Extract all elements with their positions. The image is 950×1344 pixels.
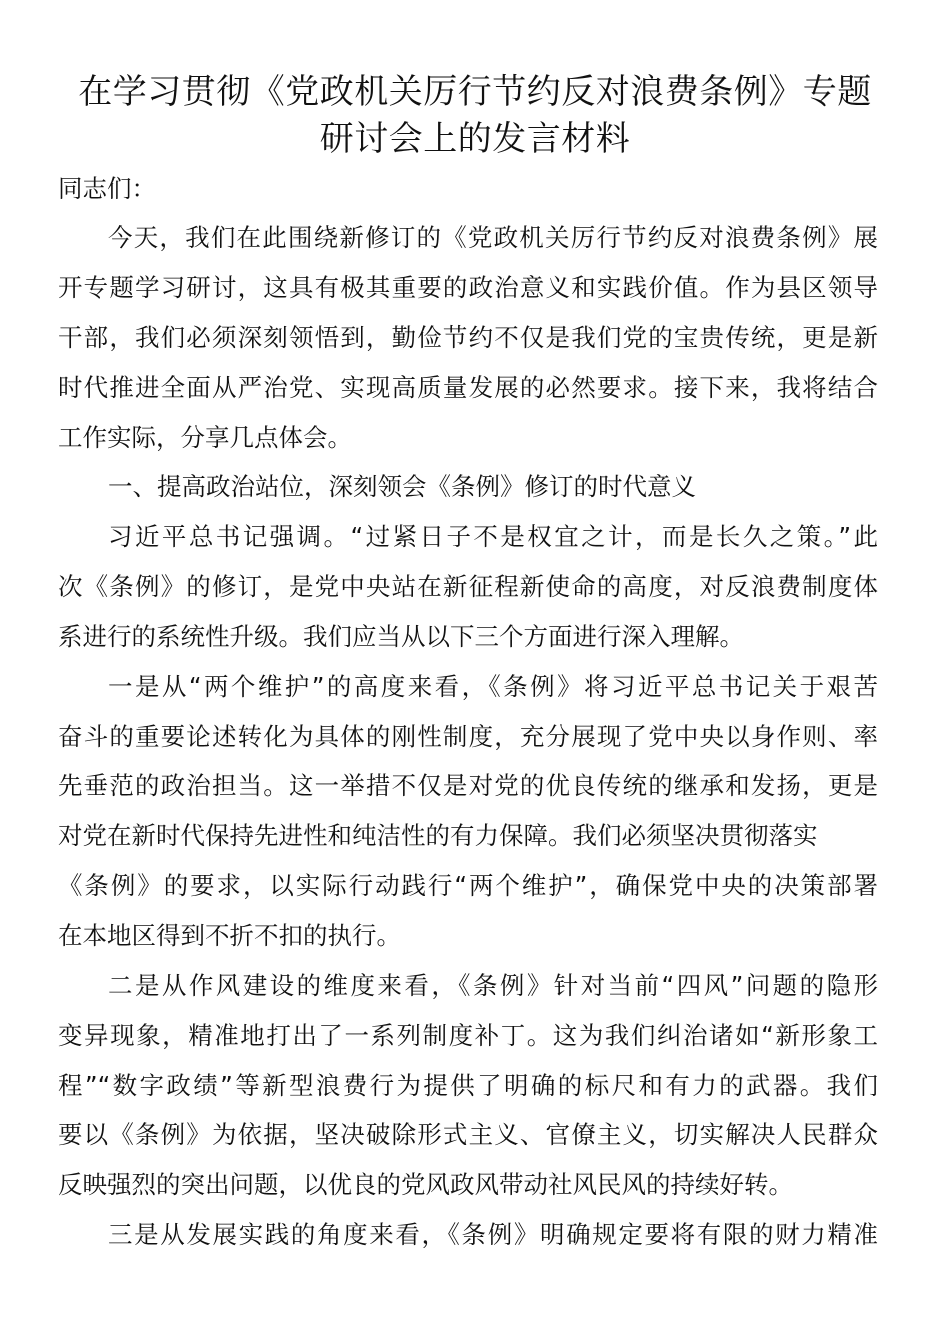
document-title-line-1: 在学习贯彻《党政机关厉行节约反对浪费条例》专题 (78, 72, 872, 112)
body-line: 今天，我们在此围绕新修订的《党政机关厉行节约反对浪费条例》展 (108, 223, 878, 252)
body-line: 三是从发展实践的角度来看，《条例》明确规定要将有限的财力精准 (108, 1220, 878, 1249)
body-line: 先垂范的政治担当。这一举措不仅是对党的优良传统的继承和发扬，更是 (58, 771, 878, 800)
document-title-line-2: 研讨会上的发言材料 (319, 119, 631, 159)
body-line: 系进行的系统性升级。我们应当从以下三个方面进行深入理解。 (58, 622, 744, 651)
body-line: 工作实际，分享几点体会。 (58, 423, 352, 452)
body-line: 变异现象，精准地打出了一系列制度补丁。这为我们纠治诸如“新形象工 (58, 1021, 878, 1050)
body-line: 二是从作风建设的维度来看，《条例》针对当前“四风”问题的隐形 (108, 971, 878, 1000)
body-line: 奋斗的重要论述转化为具体的刚性制度，充分展现了党中央以身作则、率 (58, 722, 878, 751)
body-line: 次《条例》的修订，是党中央站在新征程新使命的高度，对反浪费制度体 (58, 572, 878, 601)
body-line: 在本地区得到不折不扣的执行。 (58, 921, 401, 950)
body-line: 开专题学习研讨，这具有极其重要的政治意义和实践价值。作为县区领导 (58, 273, 878, 302)
body-line: 反映强烈的突出问题，以优良的党风政风带动社风民风的持续好转。 (58, 1170, 793, 1199)
section-heading: 一、提高政治站位，深刻领会《条例》修订的时代意义 (108, 472, 696, 501)
body-line: 时代推进全面从严治党、实现高质量发展的必然要求。接下来，我将结合 (58, 373, 878, 402)
body-line: 一是从“两个维护”的高度来看，《条例》将习近平总书记关于艰苦 (108, 672, 878, 701)
body-line: 对党在新时代保持先进性和纯洁性的有力保障。我们必须坚决贯彻落实 (58, 821, 818, 850)
body-line: 《条例》的要求，以实际行动践行“两个维护”，确保党中央的决策部署 (58, 871, 878, 900)
body-line: 习近平总书记强调。“过紧日子不是权宜之计，而是长久之策。”此 (108, 522, 878, 551)
body-line: 要以《条例》为依据，坚决破除形式主义、官僚主义，切实解决人民群众 (58, 1120, 878, 1149)
salutation: 同志们： (58, 174, 156, 203)
body-line: 程”“数字政绩”等新型浪费行为提供了明确的标尺和有力的武器。我们 (58, 1071, 878, 1100)
body-line: 干部，我们必须深刻领悟到，勤俭节约不仅是我们党的宝贵传统，更是新 (58, 323, 878, 352)
